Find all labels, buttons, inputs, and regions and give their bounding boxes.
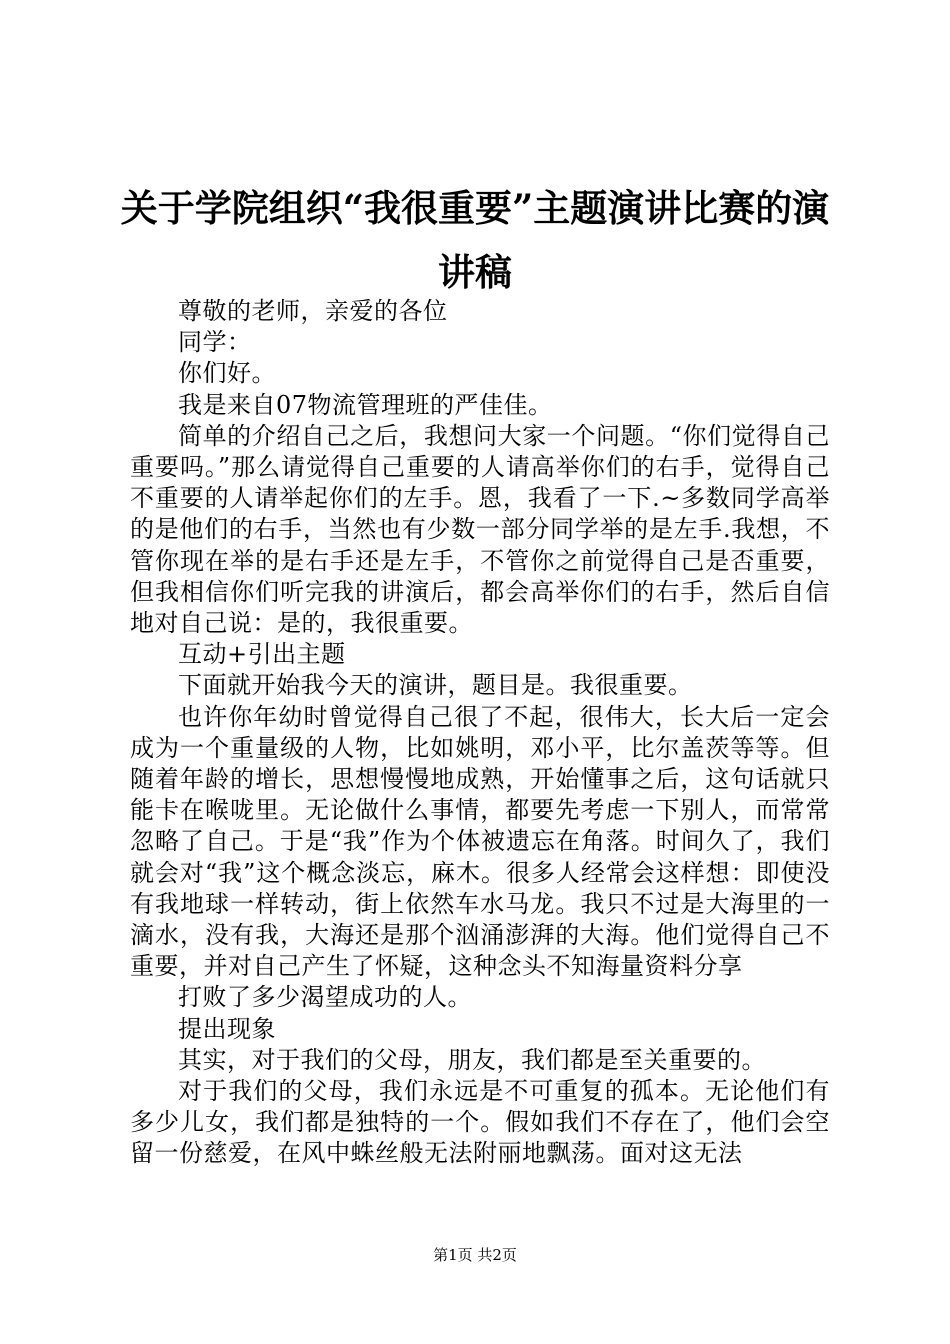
paragraph: 尊敬的老师，亲爱的各位	[178, 297, 448, 325]
page-footer: 第1页 共2页	[433, 1246, 517, 1264]
paragraph: 对于我们的父母，我们永远是不可重复的孤本。无论他们有多少儿女，我们都是独特的一个。假如我们不存在了，他们会空留一份慈爱，在风中蛛丝般无法附丽地飘荡。面对这无法	[130, 1077, 830, 1168]
paragraph: 其实，对于我们的父母，朋友，我们都是至关重要的。	[178, 1045, 766, 1074]
paragraph: 提出现象	[178, 1014, 276, 1043]
document-title-line-2: 讲稿	[438, 250, 512, 294]
paragraph: 互动+引出主题	[178, 640, 346, 669]
paragraph: 同学：	[178, 328, 252, 357]
paragraph: 也许你年幼时曾觉得自己很了不起，很伟大，长大后一定会成为一个重量级的人物，比如姚明，邓小平，比尔盖茨等等。但随着年龄的增长，思想慢慢地成熟，开始懂事之后，这句话就只能卡在喉咙里。无论做什么事情，都要先考虑一下别人，而常常忽略了自己。于是“我”作为个体被遗忘在角落。时间久了，我们就会对“我”这个概念淡忘，麻木。很多人经常会这样想：即使没有我地球一样转动，街上依然车水马龙。我只不过是大海里的一滴水，没有我，大海还是那个汹涌澎湃的大海。他们觉得自己不重要，并对自己产生了怀疑，这种念头不知海量资料分享	[130, 702, 830, 981]
paragraph: 打败了多少渴望成功的人。	[178, 983, 472, 1012]
paragraph: 下面就开始我今天的演讲，题目是。我很重要。	[178, 671, 693, 700]
paragraph: 我是来自07物流管理班的严佳佳。	[178, 390, 553, 419]
paragraph: 你们好。	[178, 359, 276, 388]
document-title-line-1: 关于学院组织“我很重要”主题演讲比赛的演	[120, 186, 830, 230]
paragraph: 简单的介绍自己之后，我想问大家一个问题。“你们觉得自己重要吗。”那么请觉得自己重要的人请高举你们的右手，觉得自己不重要的人请举起你们的左手。恩，我看了一下.~多数同学高举的是他们的右手，当然也有少数一部分同学举的是左手.我想，不管你现在举的是右手还是左手，不管你之前觉得自己是否重要，但我相信你们听完我的讲演后，都会高举你们的右手，然后自信地对自己说：是的，我很重要。	[130, 421, 830, 638]
document-body	[130, 296, 830, 1170]
